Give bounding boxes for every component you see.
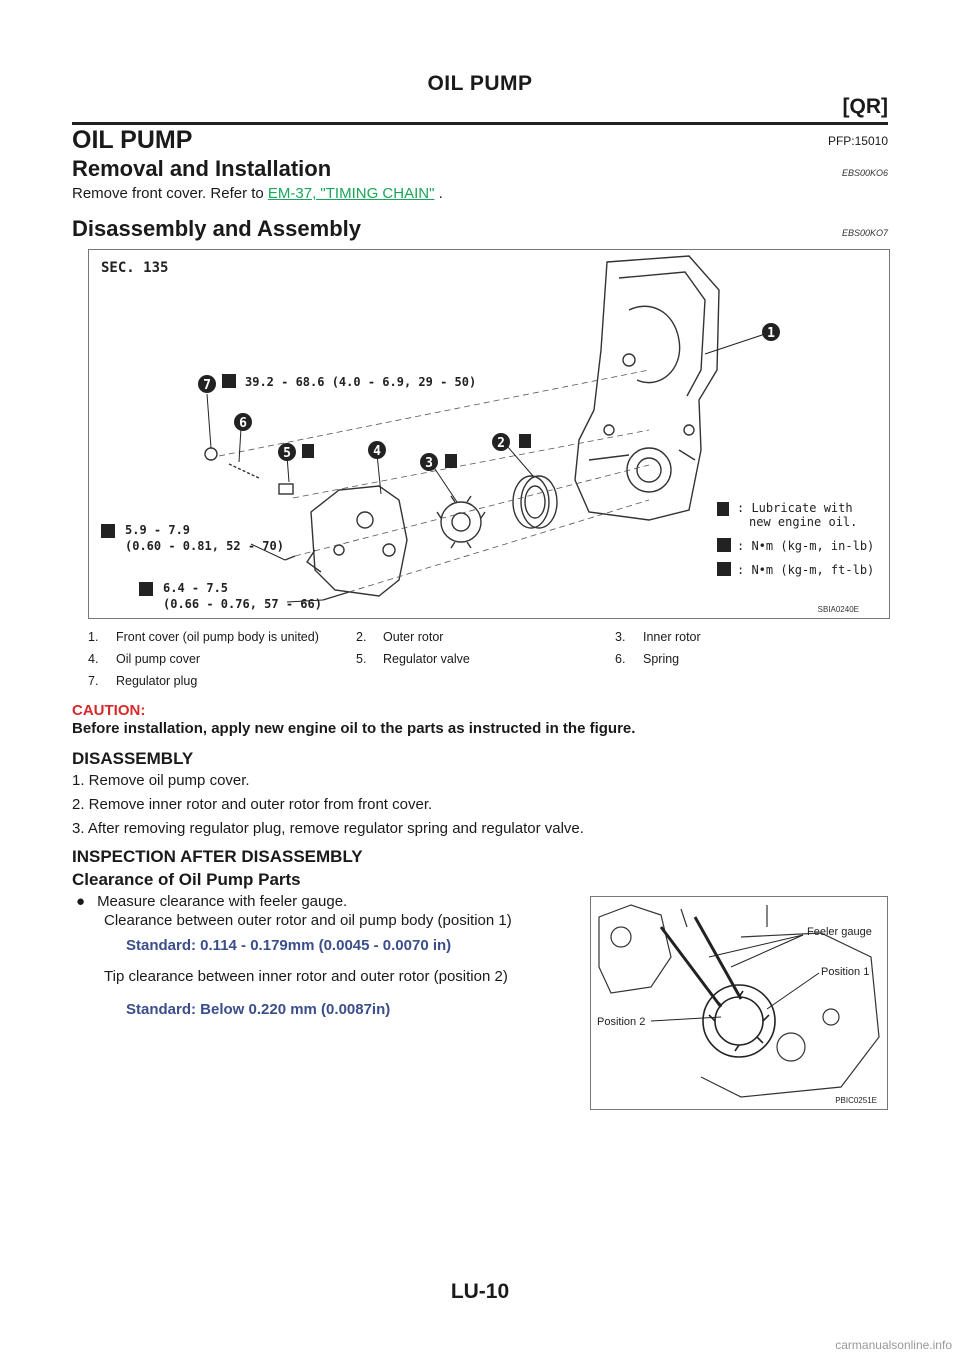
legend-lubricate-line1: : Lubricate with xyxy=(737,501,853,515)
assembly-lines xyxy=(219,370,649,592)
timing-chain-link[interactable]: EM-37, "TIMING CHAIN" xyxy=(267,185,435,202)
clearance-bullet xyxy=(76,893,347,910)
standard-2: Standard: Below 0.220 mm (0.0087in) xyxy=(126,1001,391,1018)
removal-code: EBS00KO6 xyxy=(841,168,888,178)
pump-cover-drawing xyxy=(307,486,407,596)
outer-rotor-drawing xyxy=(513,476,557,528)
section-title: OIL PUMP xyxy=(72,126,193,154)
legend-part xyxy=(643,670,888,692)
torque-ftlb-symbol-b xyxy=(139,582,153,596)
removal-heading: Removal and Installation xyxy=(72,156,332,181)
legend-num xyxy=(615,670,643,692)
parts-legend-table xyxy=(88,626,888,692)
regulator-valve-drawing xyxy=(279,484,293,494)
disassembly-subheading: DISASSEMBLY xyxy=(72,749,194,768)
torque-b-line1: 6.4 - 7.5 xyxy=(163,581,229,595)
oil-symbol-5 xyxy=(302,444,314,458)
legend-num: 6. xyxy=(615,652,626,666)
legend-inlb-symbol xyxy=(717,538,731,552)
legend-part: Regulator plug xyxy=(116,674,198,688)
legend-part: Inner rotor xyxy=(643,630,701,644)
clearance-heading: Clearance of Oil Pump Parts xyxy=(72,870,301,889)
header-divider xyxy=(72,122,888,125)
torque-plug-label: 39.2 - 68.6 (4.0 - 6.9, 29 - 50) xyxy=(245,375,477,389)
legend-ftlb: : N•m (kg-m, ft-lb) xyxy=(737,563,875,577)
symbols xyxy=(101,374,731,596)
legend-part xyxy=(383,670,615,692)
front-cover-drawing xyxy=(575,256,719,520)
legend-num xyxy=(356,670,383,692)
exploded-view-drawing xyxy=(89,250,889,618)
clearance-line-1: Clearance between outer rotor and oil pump body (position 1) xyxy=(104,912,512,929)
callout-7: 7 xyxy=(203,378,211,393)
disassembly-code: EBS00KO7 xyxy=(841,228,888,238)
disassembly-step-1: 1. Remove oil pump cover. xyxy=(72,772,250,789)
bolt-a-drawing xyxy=(285,556,295,560)
feeler-gauge-figure xyxy=(590,896,888,1110)
regulator-plug-drawing xyxy=(205,448,217,460)
pfp-code: PFP:15010 xyxy=(827,134,888,148)
oil-symbol-2 xyxy=(519,434,531,448)
figure2-id: PBIC0251E xyxy=(835,1096,877,1105)
removal-text-suffix: . xyxy=(438,185,443,202)
inspection-heading: INSPECTION AFTER DISASSEMBLY xyxy=(72,847,363,866)
legend-num: 1. xyxy=(88,630,99,644)
spring-drawing xyxy=(229,464,259,478)
page-header-title: OIL PUMP xyxy=(427,72,533,95)
callout-2: 2 xyxy=(497,436,505,451)
page-number: LU-10 xyxy=(450,1280,510,1303)
callout-4: 4 xyxy=(373,444,381,459)
legend-num: 3. xyxy=(615,630,626,644)
bullet-text: Measure clearance with feeler gauge. xyxy=(97,893,348,910)
torque-b-line2: (0.66 - 0.76, 57 - 66) xyxy=(163,597,322,611)
disassembly-step-3: 3. After removing regulator plug, remove regulator spring and regulator valve. xyxy=(72,820,584,837)
legend-row xyxy=(88,626,888,648)
oil-pump-exploded-figure xyxy=(88,249,890,619)
inner-rotor-drawing xyxy=(437,496,485,548)
removal-text xyxy=(72,185,443,202)
disassembly-step-2: 2. Remove inner rotor and outer rotor from front cover. xyxy=(72,796,433,813)
callout-1: 1 xyxy=(767,326,775,341)
legend-part: Outer rotor xyxy=(383,630,444,644)
clearance-line-2: Tip clearance between inner rotor and outer rotor (position 2) xyxy=(104,968,508,985)
bullet-dot: ● xyxy=(76,893,86,910)
feeler-gauge-label: Feeler gauge xyxy=(807,926,872,938)
legend-row xyxy=(88,648,888,670)
feeler-gauge-drawing xyxy=(591,897,887,1109)
callout-5: 5 xyxy=(283,446,291,461)
torque-a-line2: (0.60 - 0.81, 52 - 70) xyxy=(125,539,284,553)
oil-symbol-3 xyxy=(445,454,457,468)
legend-num: 2. xyxy=(356,630,367,644)
caution-label: CAUTION: xyxy=(72,702,146,719)
position-1-label: Position 1 xyxy=(821,966,870,978)
legend-row xyxy=(88,670,888,692)
legend-num: 4. xyxy=(88,652,99,666)
standard-1: Standard: 0.114 - 0.179mm (0.0045 - 0.0070 in) xyxy=(126,937,452,954)
bolt-b-drawing xyxy=(323,592,349,600)
callout-3: 3 xyxy=(425,456,433,471)
legend-num: 7. xyxy=(88,674,99,688)
legend-num: 5. xyxy=(356,652,367,666)
small-parts-drawing xyxy=(205,448,349,600)
torque-a-line1: 5.9 - 7.9 xyxy=(125,523,191,537)
callout-6: 6 xyxy=(239,416,247,431)
legend-oil-symbol xyxy=(717,502,729,516)
legend-part: Oil pump cover xyxy=(116,652,201,666)
header-tag: [QR] xyxy=(842,95,888,118)
legend-part: Regulator valve xyxy=(383,652,470,666)
figure1-id: SBIA0240E xyxy=(817,605,859,614)
sec-label: SEC. 135 xyxy=(101,260,169,276)
position-2-label: Position 2 xyxy=(597,1016,646,1028)
torque-inlb-symbol-a xyxy=(101,524,115,538)
watermark: carmanualsonline.info xyxy=(835,1338,952,1352)
legend-part: Front cover (oil pump body is united) xyxy=(116,630,319,644)
callout-numbers xyxy=(198,323,780,471)
feeler-gauge-blades xyxy=(661,917,741,1007)
legend-part: Spring xyxy=(643,652,680,666)
legend-lubricate-line2: new engine oil. xyxy=(749,515,858,529)
disassembly-heading: Disassembly and Assembly xyxy=(72,216,361,241)
legend-ftlb-symbol xyxy=(717,562,731,576)
removal-text-prefix: Remove front cover. Refer to xyxy=(72,185,264,202)
caution-text: Before installation, apply new engine oil to the parts as instructed in the figure. xyxy=(72,720,636,737)
torque-ftlb-symbol-plug xyxy=(222,374,236,388)
legend-inlb: : N•m (kg-m, in-lb) xyxy=(737,539,875,553)
